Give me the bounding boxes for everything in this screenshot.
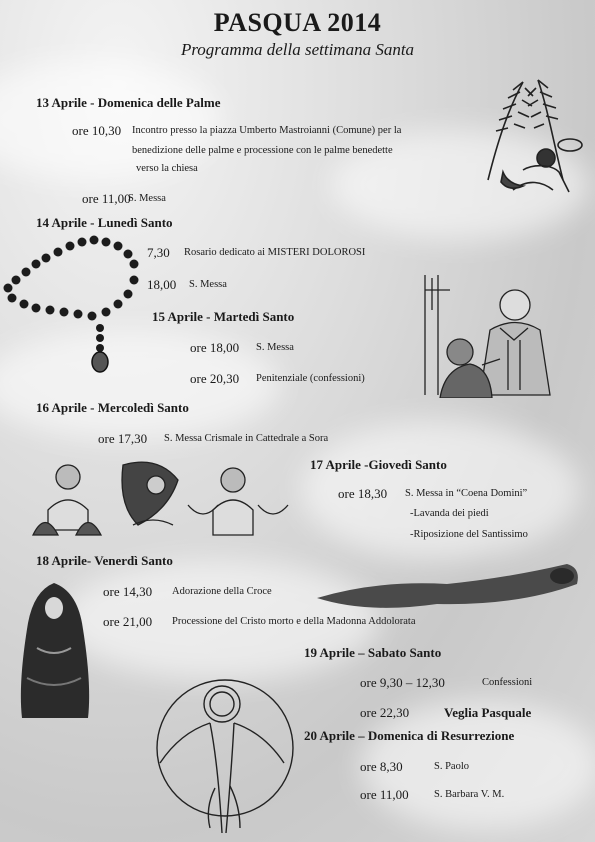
event-time: ore 8,30: [360, 759, 403, 774]
day-heading: 14 Aprile - Lunedì Santo: [36, 215, 173, 230]
madonna-addolorata-illustration: [15, 578, 93, 720]
event-time: ore 10,30: [72, 123, 122, 138]
event-time: 18,00: [147, 277, 177, 292]
rosary-illustration: [2, 232, 142, 377]
event-description: Penitenziale (confessioni): [256, 373, 365, 384]
day-heading: 20 Aprile – Domenica di Resurrezione: [304, 728, 515, 743]
event-time: 7,30: [147, 245, 170, 260]
event-description: S. Paolo: [434, 761, 470, 772]
day-heading: 13 Aprile - Domenica delle Palme: [36, 95, 221, 110]
last-supper-illustration: [28, 455, 303, 545]
day-heading: 18 Aprile- Venerdì Santo: [36, 553, 173, 568]
event-description: Veglia Pasquale: [444, 705, 532, 720]
event-description: Confessioni: [482, 677, 533, 688]
event-description: Incontro presso la piazza Umberto Mastroianni (Comune) per la: [132, 125, 402, 136]
event-time: ore 11,00: [360, 787, 409, 802]
risen-christ-illustration: [150, 668, 300, 838]
event-description: -Lavanda dei piedi: [410, 508, 489, 519]
page-subtitle: Programma della settimana Santa: [180, 40, 415, 59]
event-time: ore 18,00: [190, 340, 240, 355]
page-title: PASQUA 2014: [213, 8, 382, 37]
event-description: Processione del Cristo morto e della Madonna Addolorata: [172, 616, 416, 627]
event-description: -Riposizione del Santissimo: [410, 529, 528, 540]
event-description: S. Messa: [128, 193, 166, 204]
dead-christ-illustration: [312, 558, 584, 618]
event-time: ore 21,00: [103, 614, 153, 629]
day-heading: 15 Aprile - Martedì Santo: [152, 309, 295, 324]
event-description: S. Messa in “Coena Domini”: [405, 488, 528, 499]
event-time: ore 9,30 – 12,30: [360, 675, 445, 690]
event-time: ore 17,30: [98, 431, 148, 446]
event-time: ore 14,30: [103, 584, 153, 599]
day-heading: 17 Aprile -Giovedì Santo: [310, 457, 447, 472]
event-description: S. Messa: [256, 342, 294, 353]
event-description: Adorazione della Croce: [172, 586, 272, 597]
event-description: S. Messa: [189, 279, 227, 290]
event-time: ore 22,30: [360, 705, 410, 720]
event-time: ore 11,00: [82, 191, 131, 206]
confession-illustration: [420, 270, 560, 398]
event-description: S. Barbara V. M.: [434, 789, 505, 800]
cloud-decoration: [0, 60, 220, 180]
event-description: S. Messa Crismale in Cattedrale a Sora: [164, 433, 329, 444]
day-heading: 16 Aprile - Mercoledì Santo: [36, 400, 189, 415]
event-description: verso la chiesa: [136, 163, 198, 174]
event-time: ore 18,30: [338, 486, 388, 501]
day-heading: 19 Aprile – Sabato Santo: [304, 645, 442, 660]
event-time: ore 20,30: [190, 371, 240, 386]
palms-illustration: [468, 70, 588, 205]
event-description: Rosario dedicato ai MISTERI DOLOROSI: [184, 247, 366, 258]
event-description: benedizione delle palme e processione con le palme benedette: [132, 145, 393, 156]
